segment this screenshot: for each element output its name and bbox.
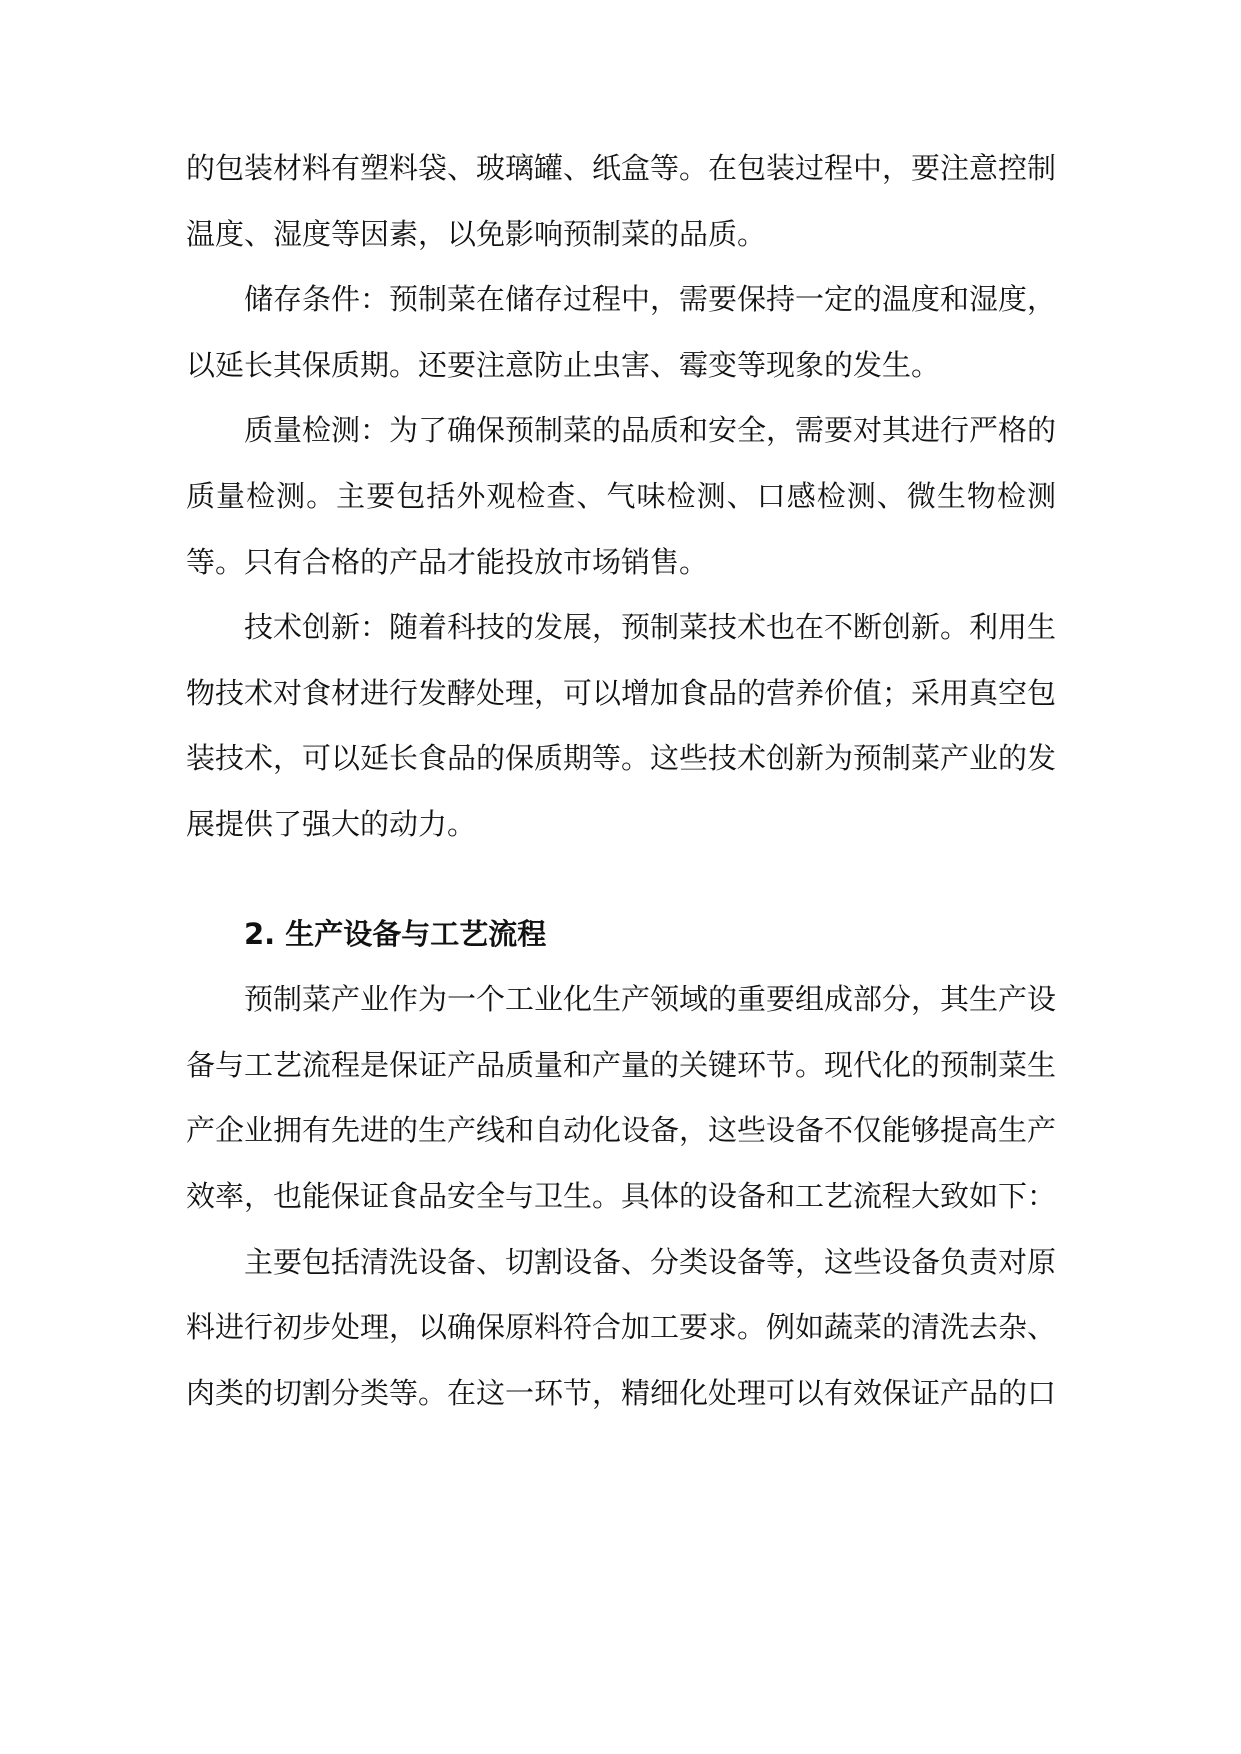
- paragraph-packaging: 的包装材料有塑料袋、玻璃罐、纸盒等。在包装过程中，要注意控制温度、湿度等因素，以免影响预制菜的品质。: [186, 151, 1057, 251]
- paragraph-equipment-overview: 预制菜产业作为一个工业化生产领域的重要组成部分，其生产设备与工艺流程是保证产品质量和产量的关键环节。现代化的预制菜生产企业拥有先进的生产线和自动化设备，这些设备不仅能够提高生产效率，也能保证食品安全与卫生。具体的设备和工艺流程大致如下：: [186, 982, 1057, 1213]
- document-body: [186, 136, 1056, 1426]
- section-heading: 2. 生产设备与工艺流程: [244, 916, 547, 951]
- paragraph-technical-innovation: 技术创新：随着科技的发展，预制菜技术也在不断创新。利用生物技术对食材进行发酵处理，可以增加食品的营养价值；采用真空包装技术，可以延长食品的保质期等。这些技术创新为预制菜产业的发展提供了强大的动力。: [186, 610, 1057, 841]
- paragraph-storage-conditions: 储存条件：预制菜在储存过程中，需要保持一定的温度和湿度，以延长其保质期。还要注意防止虫害、霉变等现象的发生。: [186, 282, 1057, 382]
- paragraph-pretreatment-equipment: 主要包括清洗设备、切割设备、分类设备等，这些设备负责对原料进行初步处理，以确保原料符合加工要求。例如蔬菜的清洗去杂、肉类的切割分类等。在这一环节，精细化处理可以有效保证产品的口: [186, 1244, 1057, 1410]
- paragraph-quality-inspection: 质量检测：为了确保预制菜的品质和安全，需要对其进行严格的质量检测。主要包括外观检查、气味检测、口感检测、微生物检测等。只有合格的产品才能投放市场销售。: [186, 413, 1057, 579]
